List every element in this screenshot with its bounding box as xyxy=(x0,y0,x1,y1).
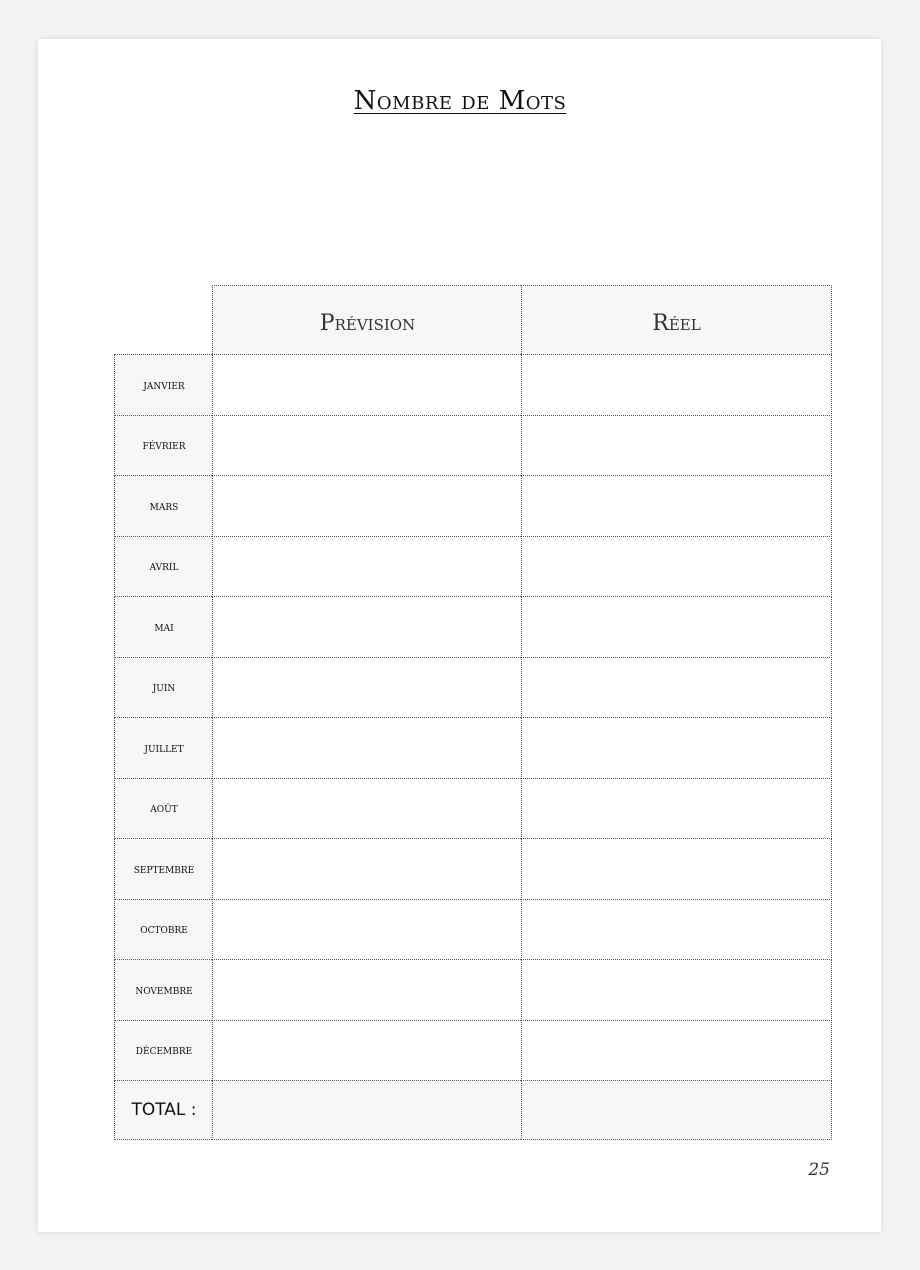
reel-cell[interactable] xyxy=(521,536,832,597)
month-label: décembre xyxy=(114,1020,214,1081)
month-label: février xyxy=(114,415,214,476)
prevision-cell[interactable] xyxy=(212,415,523,476)
month-label: septembre xyxy=(114,838,214,900)
column-header: Réel xyxy=(521,285,832,356)
total-reel-cell[interactable] xyxy=(521,1080,832,1140)
month-label: novembre xyxy=(114,959,214,1021)
month-label: août xyxy=(114,778,214,839)
prevision-cell[interactable] xyxy=(212,596,523,658)
reel-cell[interactable] xyxy=(521,475,832,537)
prevision-cell[interactable] xyxy=(212,959,523,1021)
reel-cell[interactable] xyxy=(521,899,832,960)
prevision-cell[interactable] xyxy=(212,536,523,597)
prevision-cell[interactable] xyxy=(212,475,523,537)
total-prevision-cell[interactable] xyxy=(212,1080,523,1140)
column-header: Prévision xyxy=(212,285,523,356)
month-label: avril xyxy=(114,536,214,597)
prevision-cell[interactable] xyxy=(212,778,523,839)
page-title: Nombre de Mots xyxy=(353,86,567,116)
reel-cell[interactable] xyxy=(521,657,832,718)
reel-cell[interactable] xyxy=(521,415,832,476)
month-label: mars xyxy=(114,475,214,537)
prevision-cell[interactable] xyxy=(212,899,523,960)
total-label: TOTAL : xyxy=(114,1080,214,1140)
reel-cell[interactable] xyxy=(521,717,832,779)
month-label: juillet xyxy=(114,717,214,779)
reel-cell[interactable] xyxy=(521,596,832,658)
reel-cell[interactable] xyxy=(521,959,832,1021)
prevision-cell[interactable] xyxy=(212,717,523,779)
prevision-cell[interactable] xyxy=(212,1020,523,1081)
month-label: juin xyxy=(114,657,214,718)
reel-cell[interactable] xyxy=(521,778,832,839)
prevision-cell[interactable] xyxy=(212,657,523,718)
month-label: janvier xyxy=(114,354,214,416)
prevision-cell[interactable] xyxy=(212,354,523,416)
reel-cell[interactable] xyxy=(521,354,832,416)
page-number: 25 xyxy=(808,1160,830,1180)
reel-cell[interactable] xyxy=(521,1020,832,1081)
prevision-cell[interactable] xyxy=(212,838,523,900)
month-label: mai xyxy=(114,596,214,658)
month-label: octobre xyxy=(114,899,214,960)
reel-cell[interactable] xyxy=(521,838,832,900)
